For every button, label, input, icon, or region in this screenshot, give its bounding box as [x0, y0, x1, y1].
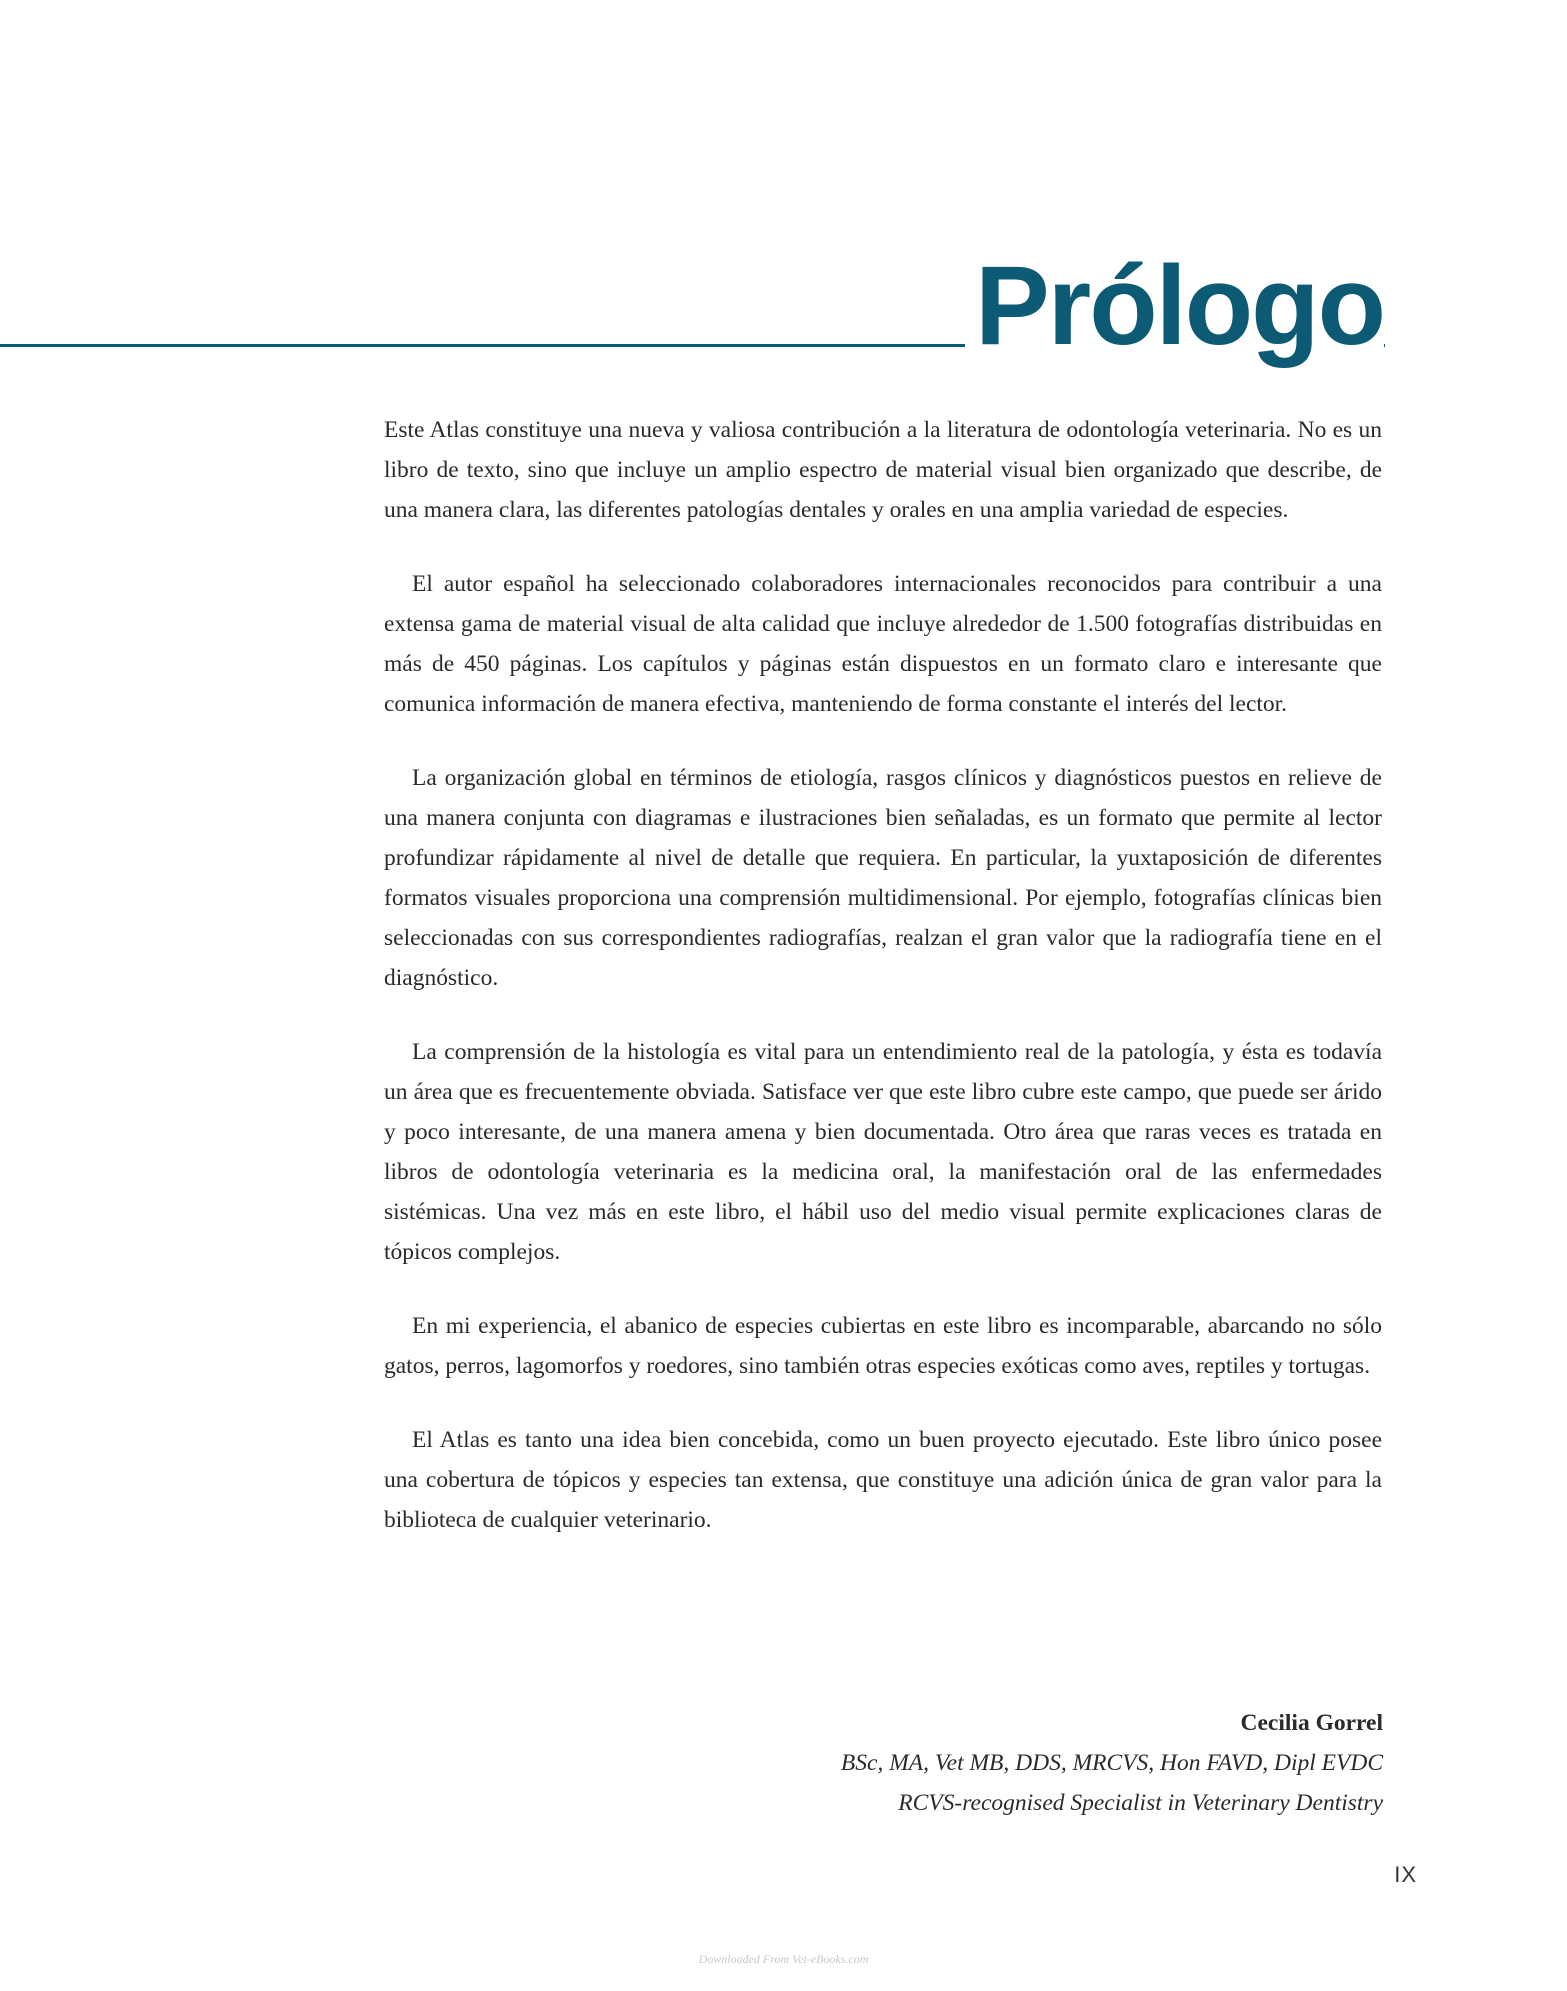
paragraph-4: La comprensión de la histología es vital para un entendimiento real de la patología, y ésta es todavía un área que es frecuentemente obviada. Satisface ver que este libro cubre este campo, que puede ser árido y poco interesante, de una manera amena y bien documentada. Otro área que raras veces es tratada en libros de odontología veterinaria es la medicina oral, la manifestación oral de las enfermedades sistémicas. Una vez más en este libro, el hábil uso del medio visual permite explicaciones claras de tópicos complejos. [384, 1039, 1382, 1265]
page-number: IX [1394, 1862, 1417, 1887]
author-name: Cecilia Gorrel [1240, 1710, 1383, 1736]
body-text [384, 410, 1382, 1574]
paragraph-6: El Atlas es tanto una idea bien concebida, como un buen proyecto ejecutado. Este libro único posee una cobertura de tópicos y especies tan extensa, que constituye una adición única de gran valor para la biblioteca de cualquier veterinario. [384, 1427, 1382, 1533]
signature-block [841, 1703, 1383, 1823]
page-title: Prólogo [965, 250, 1384, 362]
paragraph-2: El autor español ha seleccionado colaboradores internacionales reconocidos para contribuir a una extensa gama de material visual de alta calidad que incluye alrededor de 1.500 fotografías distribuidas en más de 450 páginas. Los capítulos y páginas están dispuestos en un formato claro e interesante que comunica información de manera efectiva, manteniendo de forma constante el interés del lector. [384, 571, 1382, 717]
author-role: RCVS-recognised Specialist in Veterinary Dentistry [898, 1790, 1383, 1816]
paragraph-1: Este Atlas constituye una nueva y valiosa contribución a la literatura de odontología veterinaria. No es un libro de texto, sino que incluye un amplio espectro de material visual bien organizado que describe, de una manera clara, las diferentes patologías dentales y orales en una amplia variedad de especies. [384, 417, 1382, 523]
paragraph-3: La organización global en términos de etiología, rasgos clínicos y diagnósticos puestos en relieve de una manera conjunta con diagramas e ilustraciones bien señaladas, es un formato que permite al lector profundizar rápidamente al nivel de detalle que requiera. En particular, la yuxtaposición de diferentes formatos visuales proporciona una comprensión multidimensional. Por ejemplo, fotografías clínicas bien seleccionadas con sus correspondientes radiografías, realzan el gran valor que la radiografía tiene en el diagnóstico. [384, 765, 1382, 991]
paragraph-5: En mi experiencia, el abanico de especies cubiertas en este libro es incomparable, abarcando no sólo gatos, perros, lagomorfos y roedores, sino también otras especies exóticas como aves, reptiles y tortugas. [384, 1313, 1382, 1379]
footer-watermark: Downloaded From Vet-eBooks.com [698, 1952, 869, 1966]
author-credentials: BSc, MA, Vet MB, DDS, MRCVS, Hon FAVD, Dipl EVDC [840, 1750, 1383, 1776]
